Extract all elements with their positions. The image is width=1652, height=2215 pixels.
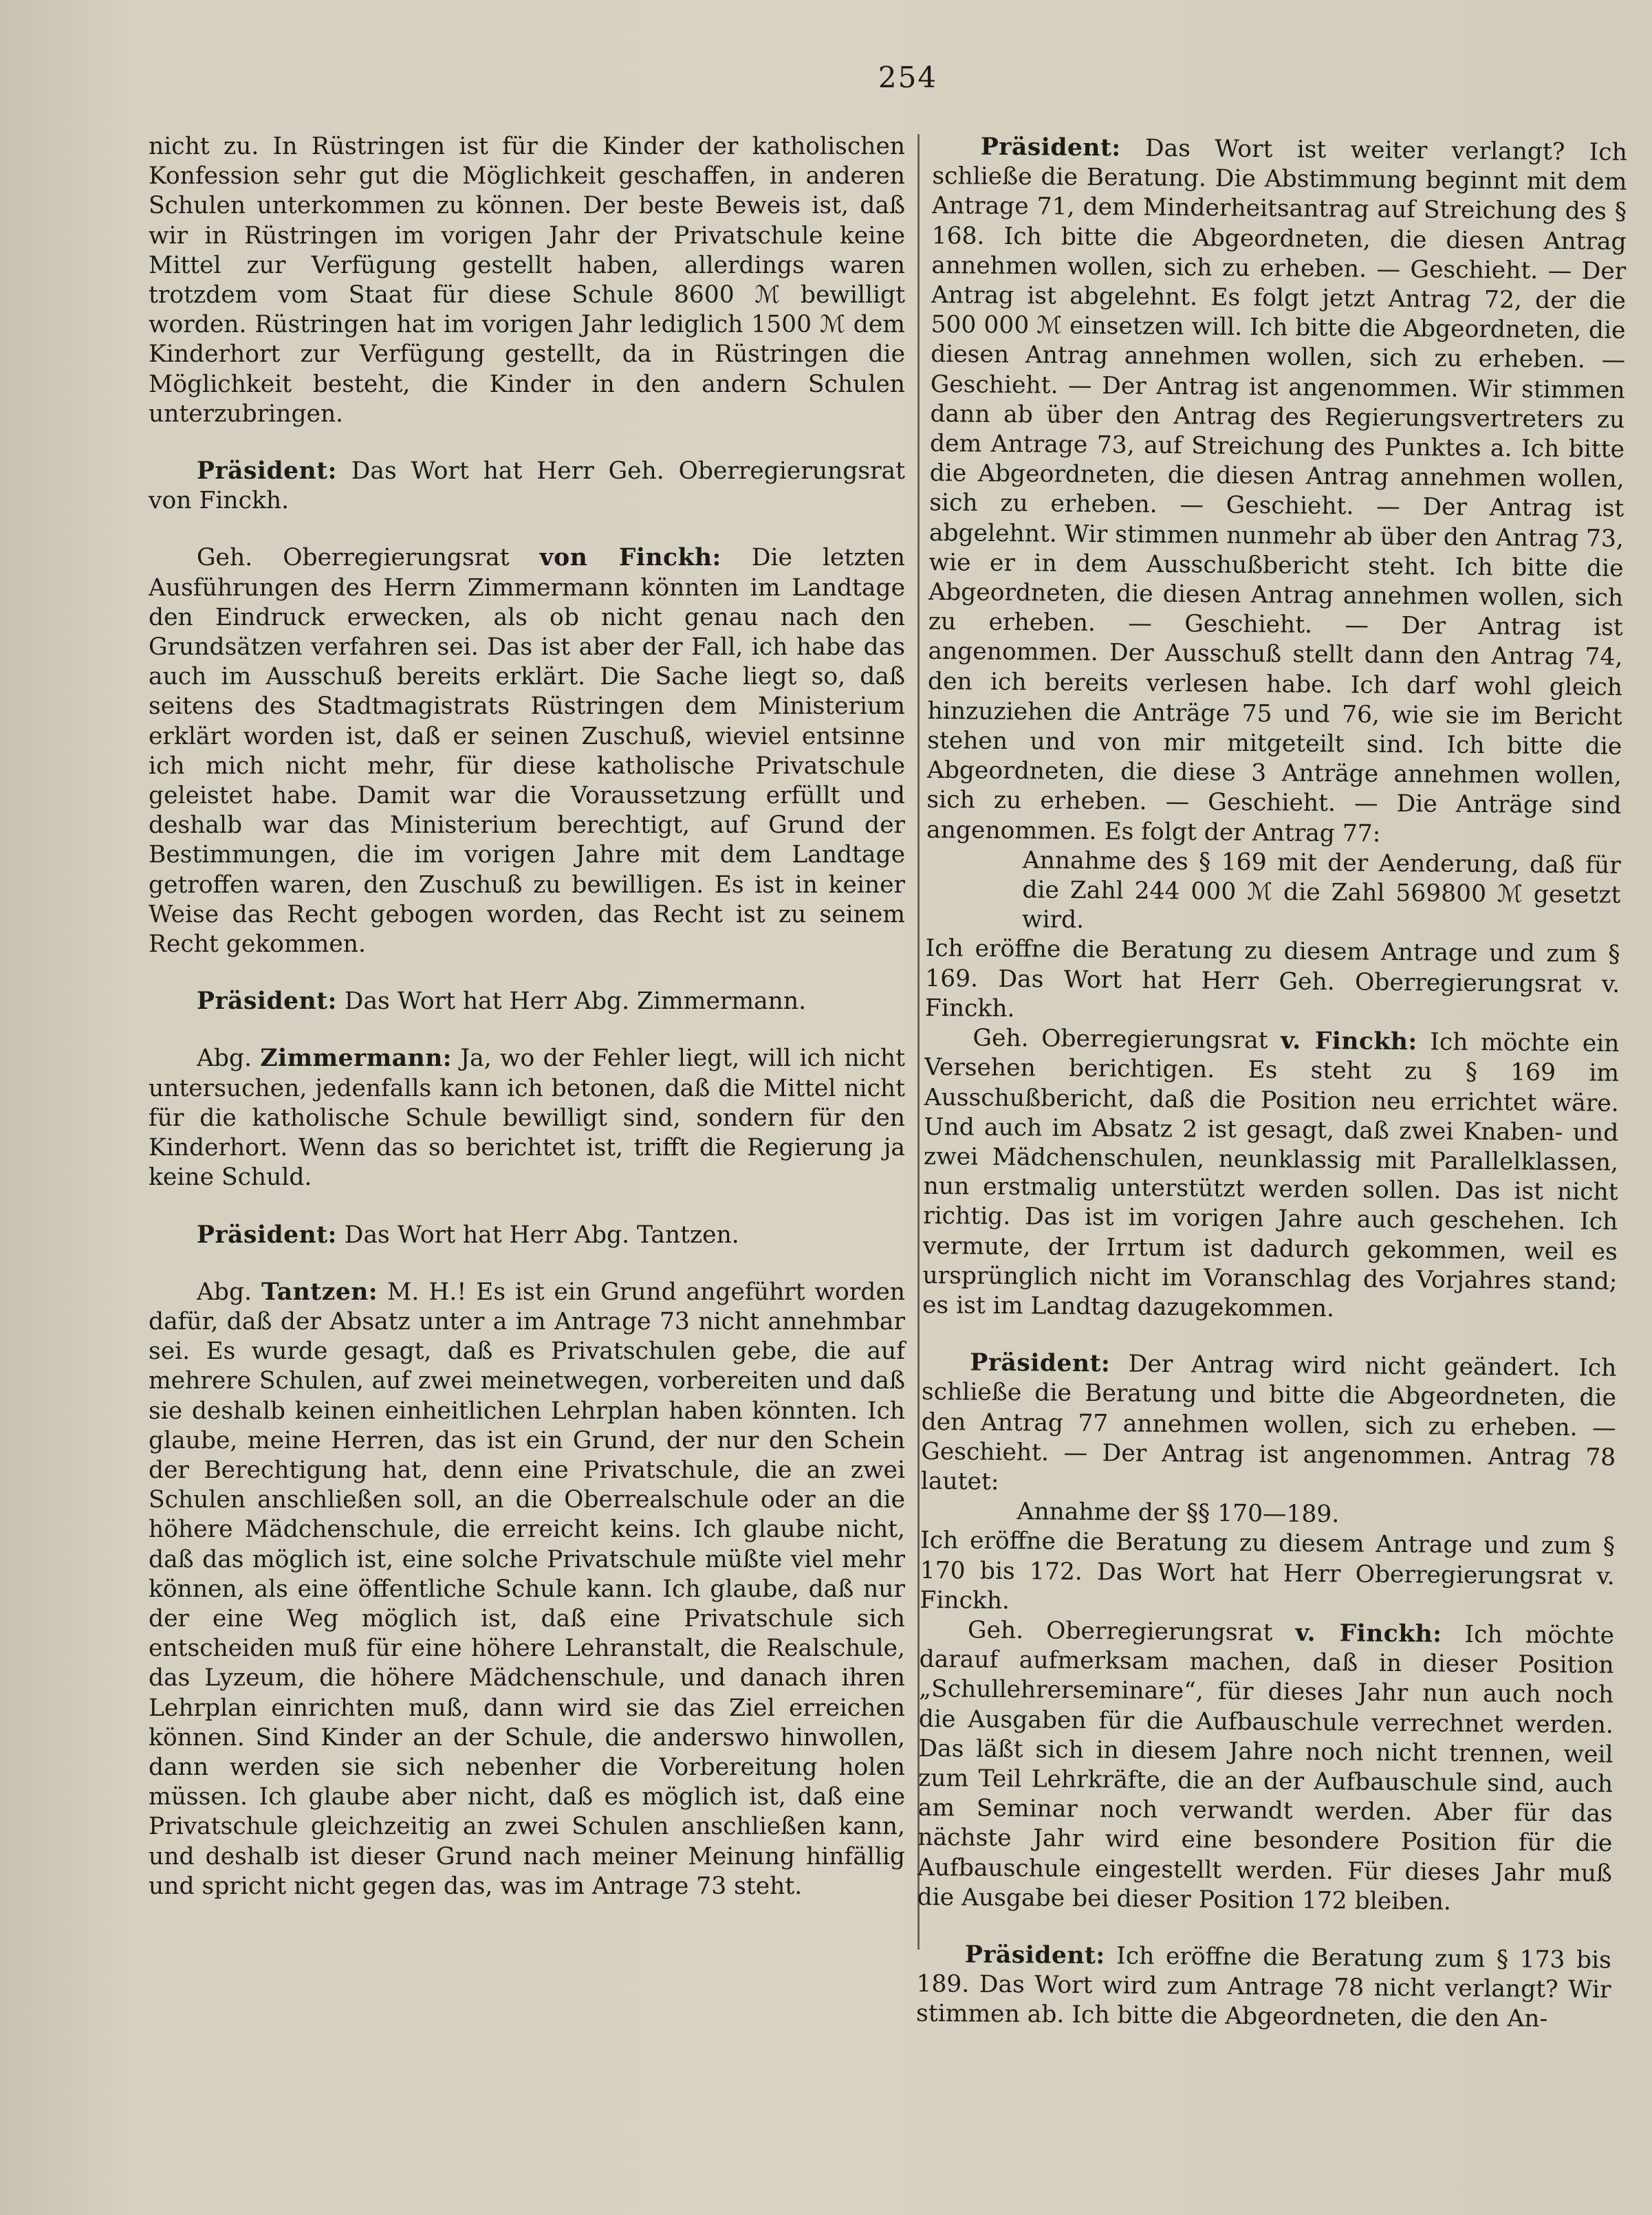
speaker-name: Präsident: <box>197 457 337 485</box>
paragraph: Ich eröffne die Beratung zu diesem Antrage und zum § 169. Das Wort hat Herr Geh. Oberregierungsrat v. Finckh. <box>924 935 1620 1023</box>
speaker-name: Präsident: <box>197 1221 337 1249</box>
speaker-name: Präsident: <box>964 1941 1105 1970</box>
speaker-name: von Finckh: <box>539 544 721 572</box>
paragraph: Geh. Oberregierungsrat v. Finckh: Ich möchte ein Versehen berichtigen. Es steht zu § 169 im Ausschußbericht, daß die Position neu errichtet wäre. Und auch im Absatz 2 ist gesagt, daß zwei Knaben- und zwei Mädchenschulen, neunklassig mit Parallelklassen, nun erstmalig unterstützt werden sollen. Das ist nicht richtig. Das ist im vorigen Jahre auch geschehen. Ich vermute, der Irrtum ist dadurch gekommen, weil es ursprünglich nicht im Voranschlag des Vorjahres stand; es ist im Landtag dazugekommen. <box>922 1024 1620 1323</box>
speaker-name: Tantzen: <box>261 1278 378 1306</box>
paragraph: Präsident: Ich eröffne die Beratung zum § 173 bis 189. Das Wort wird zum Antrage 78 nicht verlangt? Wir stimmen ab. Ich bitte die Abgeordneten, die den An- <box>915 1941 1612 2033</box>
paragraph: Präsident: Der Antrag wird nicht geändert. Ich schließe die Beratung und bitte die Abgeordneten, die den Antrag 77 annehmen wollen, sich zu erheben. — Geschieht. — Der Antrag ist angenommen. Antrag 78 lautet: <box>920 1349 1617 1496</box>
quoted-motion: Annahme der §§ 170—189. <box>1017 1498 1340 1529</box>
page-number: 254 <box>878 61 938 94</box>
paragraph: Präsident: Das Wort hat Herr Abg. Zimmermann. <box>197 988 807 1016</box>
paragraph: Präsident: Das Wort hat Herr Abg. Tantzen. <box>197 1221 739 1249</box>
speaker-name: Präsident: <box>197 988 337 1016</box>
paragraph: Präsident: Das Wort ist weiter verlangt? Ich schließe die Beratung. Die Abstimmung beginnt mit dem Antrage 71, dem Minderheitsantrag auf Streichung des § 168. Ich bitte die Abgeordneten, die diesen Antrag annehmen wollen, sich zu erheben. — Geschieht. — Der Antrag ist abgelehnt. Es folgt jetzt Antrag 72, der die 500 000 ℳ einsetzen will. Ich bitte die Abgeordneten, die diesen Antrag annehmen wollen, sich zu erheben. — Geschieht. — Der Antrag ist angenommen. Wir stimmen dann ab über den Antrag des Regierungsvertreters zu dem Antrage 73, auf Streichung des Punktes a. Ich bitte die Abgeordneten, die diesen Antrag annehmen wollen, sich zu erheben. — Geschieht. — Der Antrag ist abgelehnt. Wir stimmen nunmehr ab über den Antrag 73, wie er in dem Ausschußbericht steht. Ich bitte die Abgeordneten, die diesen Antrag annehmen wollen, sich zu erheben. — Geschieht. — Der Antrag ist angenommen. Der Ausschuß stellt dann den Antrag 74, den ich bereits verlesen habe. Ich darf wohl gleich hinzuziehen die Anträge 75 und 76, wie sie im Bericht stehen und von mir mitgeteilt sind. Ich bitte die Abgeordneten, die diese 3 Anträge annehmen wollen, sich zu erheben. — Geschieht. — Die Anträge sind angenommen. Es folgt der Antrag 77: <box>926 133 1627 848</box>
right-column <box>916 132 1627 2035</box>
speaker-name: v. Finckh: <box>1280 1027 1417 1056</box>
speaker-name: Präsident: <box>970 1349 1111 1378</box>
speaker-name: Präsident: <box>980 133 1121 162</box>
paragraph: Präsident: Das Wort hat Herr Geh. Oberregierungsrat von Finckh. <box>149 457 905 515</box>
paragraph: Geh. Oberregierungsrat von Finckh: Die letzten Ausführungen des Herrn Zimmermann könnten im Landtage den Eindruck erwecken, als ob nicht genau nach den Grundsätzen verfahren sei. Das ist aber der Fall, ich habe das auch im Ausschuß bereits erklärt. Die Sache liegt so, daß seitens des Stadtmagistrats Rüstringen dem Ministerium erklärt worden ist, daß er seinen Zuschuß, wieviel entsinne ich mich nicht mehr, für diese katholische Privatschule geleistet habe. Damit war die Voraussetzung erfüllt und deshalb war das Ministerium berechtigt, auf Grund der Bestimmungen, die im vorigen Jahre mit dem Landtage getroffen waren, den Zuschuß zu bewilligen. Es ist in keiner Weise das Recht gebogen worden, das Recht ist zu seinem Recht gekommen. <box>149 544 905 959</box>
speaker-name: v. Finckh: <box>1295 1619 1442 1648</box>
paragraph: Abg. Tantzen: M. H.! Es ist ein Grund angeführt worden dafür, daß der Absatz unter a im Antrage 73 nicht annehmbar sei. Es wurde gesagt, daß es Privatschulen gebe, die auf mehrere Schulen, auf zwei meinetwegen, vorbereiten und daß sie deshalb keinen einheitlichen Lehrplan haben könnten. Ich glaube, meine Herren, das ist ein Grund, der nur den Schein der Berechtigung hat, denn eine Privatschule, die an zwei Schulen anschließen soll, an die Oberrealschule oder an die höhere Mädchenschule, die erreicht keins. Ich glaube nicht, daß das möglich ist, eine solche Privatschule müßte viel mehr können, als eine öffentliche Schule kann. Ich glaube, daß nur der eine Weg möglich ist, daß eine Privatschule sich entscheiden muß für eine höhere Lehranstalt, die Realschule, das Lyzeum, die höhere Mädchenschule, und danach ihren Lehrplan einrichten muß, dann wird sie das Ziel erreichen können. Sind Kinder an der Schule, die anderswo hinwollen, dann werden sie sich nebenher die Vorbereitung holen müssen. Ich glaube aber nicht, daß es möglich ist, daß eine Privatschule gleichzeitig an zwei Schulen anschließen kann, und deshalb ist dieser Grund nach meiner Meinung hinfällig und spricht nicht gegen das, was im Antrage 73 steht. <box>149 1278 905 1900</box>
speaker-name: Zimmermann: <box>260 1045 453 1073</box>
paragraph: Geh. Oberregierungsrat v. Finckh: Ich möchte darauf aufmerksam machen, daß in dieser Position „Schullehrerseminare“, für dieses Jahr nun auch noch die Ausgaben für die Aufbauschule verrechnet werden. Das läßt sich in diesem Jahre noch nicht trennen, weil zum Teil Lehrkräfte, die an der Aufbauschule sind, auch am Seminar noch verwandt werden. Aber für das nächste Jahr wird eine besondere Position für die Aufbauschule eingestellt werden. Für dieses Jahr muß die Ausgabe bei dieser Position 172 bleiben. <box>917 1616 1615 1916</box>
paragraph: Ich eröffne die Beratung zu diesem Antrage und zum § 170 bis 172. Das Wort hat Herr Oberregierungsrat v. Finckh. <box>920 1527 1616 1615</box>
quoted-motion: Annahme des § 169 mit der Aenderung, daß für die Zahl 244 000 ℳ die Zahl 569800 ℳ gesetzt wird. <box>1021 847 1621 935</box>
left-column <box>149 132 905 1901</box>
paragraph: nicht zu. In Rüstringen ist für die Kinder der katholischen Konfession sehr gut die Möglichkeit geschaffen, in anderen Schulen unterkommen zu können. Der beste Beweis ist, daß wir in Rüstringen im vorigen Jahr der Privatschule keine Mittel zur Verfügung gestellt haben, allerdings waren trotzdem vom Staat für diese Schule 8600 ℳ bewilligt worden. Rüstringen hat im vorigen Jahr lediglich 1500 ℳ dem Kinderhort zur Verfügung gestellt, da in Rüstringen die Möglichkeit besteht, die Kinder in den andern Schulen unterzubringen. <box>149 133 905 428</box>
paragraph: Abg. Zimmermann: Ja, wo der Fehler liegt, will ich nicht untersuchen, jedenfalls kann ich betonen, daß die Mittel nicht für die katholische Schule bewilligt sind, sondern für den Kinderhort. Wenn das so berichtet ist, trifft die Regierung ja keine Schuld. <box>149 1045 905 1192</box>
